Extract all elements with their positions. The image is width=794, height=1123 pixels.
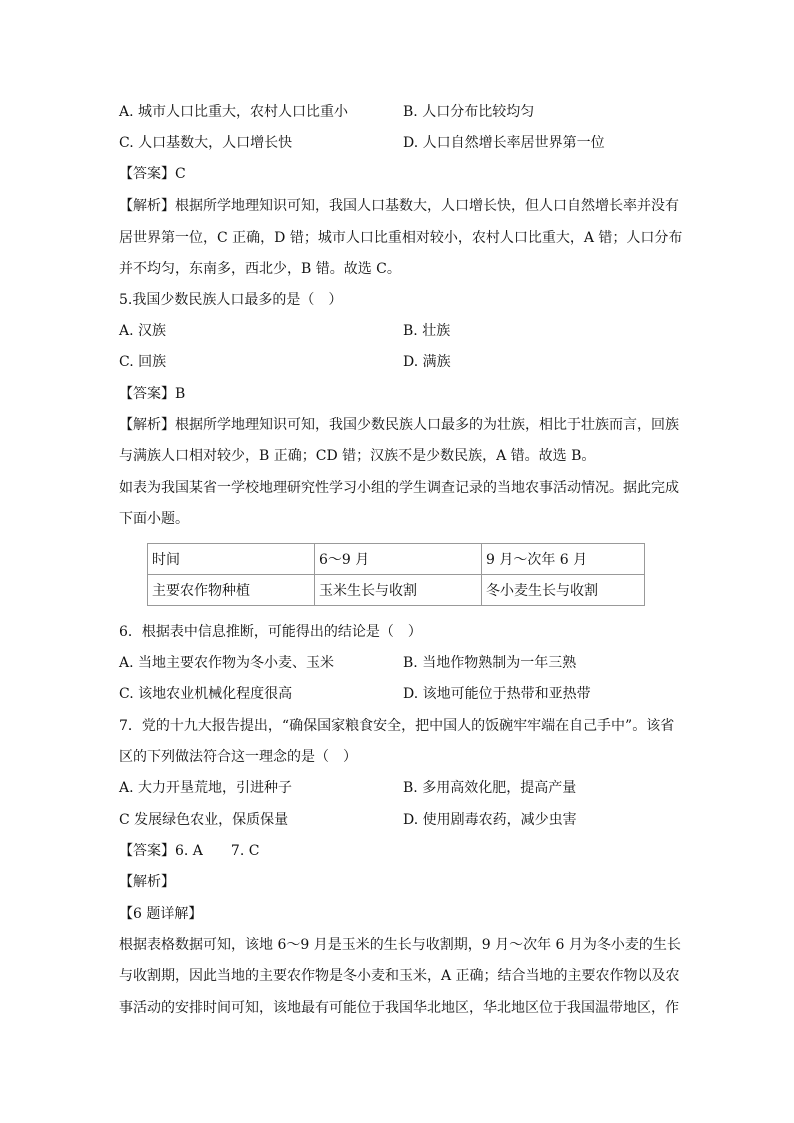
q5-stem: 5.我国少数民族人口最多的是（ ） xyxy=(119,292,343,308)
q4-option-b: B. 人口分布比较均匀 xyxy=(403,104,535,120)
q5-option-b: B. 壮族 xyxy=(403,323,451,339)
q4-option-a: A. 城市人口比重大，农村人口比重小 xyxy=(119,104,349,120)
q4-answer: 【答案】C xyxy=(119,166,186,182)
q6-detail-label: 【6 题详解】 xyxy=(119,906,203,922)
q6-stem: 6．根据表中信息推断，可能得出的结论是（ ） xyxy=(119,624,422,640)
farming-activity-table xyxy=(147,543,645,606)
q4-option-c: C. 人口基数大，人口增长快 xyxy=(119,135,293,151)
q4-analysis-line-2: 居世界第一位，C 正确，D 错；城市人口比重相对较小，农村人口比重大，A 错；人口分布 xyxy=(119,230,683,246)
analysis-label: 【解析】 xyxy=(119,874,175,890)
table-cell: 主要农作物种植 xyxy=(148,575,315,606)
q7-option-c: C 发展绿色农业，保质保量 xyxy=(119,812,289,828)
q7-stem-line-1: 7．党的十九大报告提出，“确保国家粮食安全，把中国人的饭碗牢牢端在自己手中”。该省 xyxy=(119,718,675,734)
q6-detail-line-1: 根据表格数据可知，该地 6～9 月是玉米的生长与收割期，9 月～次年 6 月为冬小麦的生长 xyxy=(119,937,681,953)
q7-option-b: B. 多用高效化肥，提高产量 xyxy=(403,780,577,796)
q5-option-d: D. 满族 xyxy=(403,354,451,370)
table-row xyxy=(148,544,645,575)
table-cell: 6～9 月 xyxy=(315,544,482,575)
q7-option-a: A. 大力开垦荒地，引进种子 xyxy=(119,780,293,796)
q6-option-c: C. 该地农业机械化程度很高 xyxy=(119,686,293,702)
q5-option-a: A. 汉族 xyxy=(119,323,167,339)
table-cell: 时间 xyxy=(148,544,315,575)
q7-option-d: D. 使用剧毒农药，减少虫害 xyxy=(403,812,577,828)
q5-option-c: C. 回族 xyxy=(119,354,167,370)
table-cell: 冬小麦生长与收割 xyxy=(482,575,645,606)
q6-detail-line-3: 事活动的安排时间可知，该地最有可能位于我国华北地区，华北地区位于我国温带地区，作 xyxy=(119,1000,679,1016)
q4-option-d: D. 人口自然增长率居世界第一位 xyxy=(403,135,605,151)
answer-6-7: 【答案】6. A 7. C xyxy=(119,843,260,859)
table-row xyxy=(148,575,645,606)
q6-detail-line-2: 与收割期，因此当地的主要农作物是冬小麦和玉米，A 正确；结合当地的主要农作物以及农 xyxy=(119,968,680,984)
q5-analysis-line-1: 【解析】根据所学地理知识可知，我国少数民族人口最多的为壮族，相比于壮族而言，回族 xyxy=(119,417,679,433)
q7-stem-line-2: 区的下列做法符合这一理念的是（ ） xyxy=(119,749,357,765)
q5-answer: 【答案】B xyxy=(119,386,186,402)
table-cell: 9 月～次年 6 月 xyxy=(482,544,645,575)
q6-option-b: B. 当地作物熟制为一年三熟 xyxy=(403,655,577,671)
q5-analysis-line-2: 与满族人口相对较少，B 正确；CD 错；汉族不是少数民族，A 错。故选 B。 xyxy=(119,448,596,464)
table-cell: 玉米生长与收割 xyxy=(315,575,482,606)
intro-line-2: 下面小题。 xyxy=(119,511,189,527)
intro-line-1: 如表为我国某省一学校地理研究性学习小组的学生调查记录的当地农事活动情况。据此完成 xyxy=(119,480,679,496)
q6-option-d: D. 该地可能位于热带和亚热带 xyxy=(403,686,591,702)
q4-analysis-line-3: 并不均匀，东南多，西北少，B 错。故选 C。 xyxy=(119,261,401,277)
q4-analysis-line-1: 【解析】根据所学地理知识可知，我国人口基数大，人口增长快，但人口自然增长率并没有 xyxy=(119,198,679,214)
q6-option-a: A. 当地主要农作物为冬小麦、玉米 xyxy=(119,655,335,671)
